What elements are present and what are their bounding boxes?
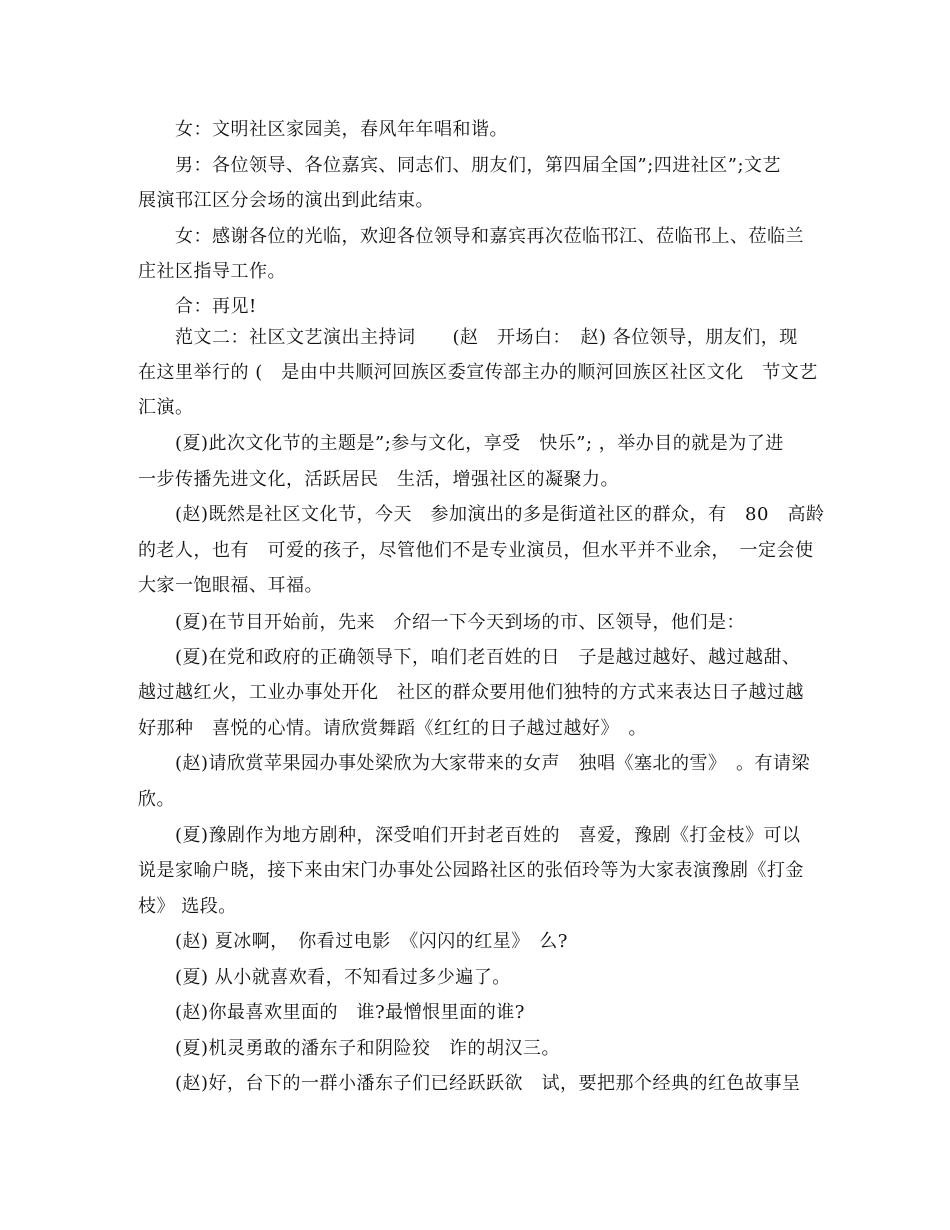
paragraph-line: (赵)你最喜欢里面的 谁?最憎恨里面的谁?	[175, 1002, 525, 1023]
paragraph-line: (赵)既然是社区文化节，今天 参加演出的多是街道社区的群众，有 80 高龄	[175, 504, 825, 525]
paragraph-line: 男：各位领导、各位嘉宾、同志们、朋友们，第四届全国”;四进社区”;文艺	[175, 155, 782, 176]
paragraph-line: 在这里举行的 ( 是由中共顺河回族区委宣传部主办的顺河回族区社区文化 节文艺	[138, 362, 818, 383]
paragraph-line: 的老人，也有 可爱的孩子，尽管他们不是专业演员，但水平并不业余， 一定会使	[138, 540, 814, 561]
paragraph-line: 枝》 选段。	[138, 896, 237, 917]
paragraph-line: 越过越红火，工业办事处开化 社区的群众要用他们独特的方式来表达日子越过越	[138, 682, 804, 703]
paragraph-line: (夏)机灵勇敢的潘东子和阴险狡 诈的胡汉三。	[175, 1038, 561, 1059]
paragraph-line: (夏)在节目开始前，先来 介绍一下今天到场的市、区领导，他们是：	[175, 612, 746, 633]
paragraph-line: (夏) 从小就喜欢看，不知看过多少遍了。	[175, 967, 511, 988]
paragraph-line: 合：再见!	[175, 296, 257, 317]
paragraph-line: (夏)此次文化节的主题是”;参与文化，享受 快乐”; ，举办目的就是为了进	[175, 433, 784, 454]
paragraph-line: 好那种 喜悦的心情。请欣赏舞蹈《红红的日子越过越好》 。	[138, 718, 647, 739]
paragraph-line: 女：文明社区家园美，春风年年唱和谐。	[175, 119, 508, 140]
paragraph-line: (夏)在党和政府的正确领导下，咱们老百姓的日 子是越过越好、越过越甜、	[175, 647, 801, 668]
paragraph-line: 汇演。	[138, 397, 194, 418]
paragraph-line: 女：感谢各位的光临，欢迎各位领导和嘉宾再次莅临邗江、莅临邗上、莅临兰	[175, 226, 804, 247]
paragraph-line: 范文二：社区文艺演出主持词 (赵 开场白： 赵) 各位领导，朋友们，现	[175, 327, 798, 348]
paragraph-line: (赵) 夏冰啊， 你看过电影 《闪闪的红星》 么?	[175, 931, 568, 952]
paragraph-line: (赵)请欣赏苹果园办事处梁欣为大家带来的女声 独唱《塞北的雪》 。有请梁	[175, 753, 811, 774]
paragraph-line: 一步传播先进文化，活跃居民 生活，增强社区的凝聚力。	[138, 469, 619, 490]
paragraph-line: 大家一饱眼福、耳福。	[138, 575, 323, 596]
paragraph-line: 欣。	[138, 789, 175, 810]
paragraph-line: 说是家喻户晓，接下来由宋门办事处公园路社区的张佰玲等为大家表演豫剧《打金	[138, 860, 804, 881]
paragraph-line: 展演邗江区分会场的演出到此结束。	[138, 190, 434, 211]
paragraph-line: 庄社区指导工作。	[138, 261, 286, 282]
paragraph-line: (赵)好，台下的一群小潘东子们已经跃跃欲 试，要把那个经典的红色故事呈	[175, 1073, 801, 1094]
paragraph-line: (夏)豫剧作为地方剧种，深受咱们开封老百姓的 喜爱，豫剧《打金枝》可以	[175, 825, 801, 846]
